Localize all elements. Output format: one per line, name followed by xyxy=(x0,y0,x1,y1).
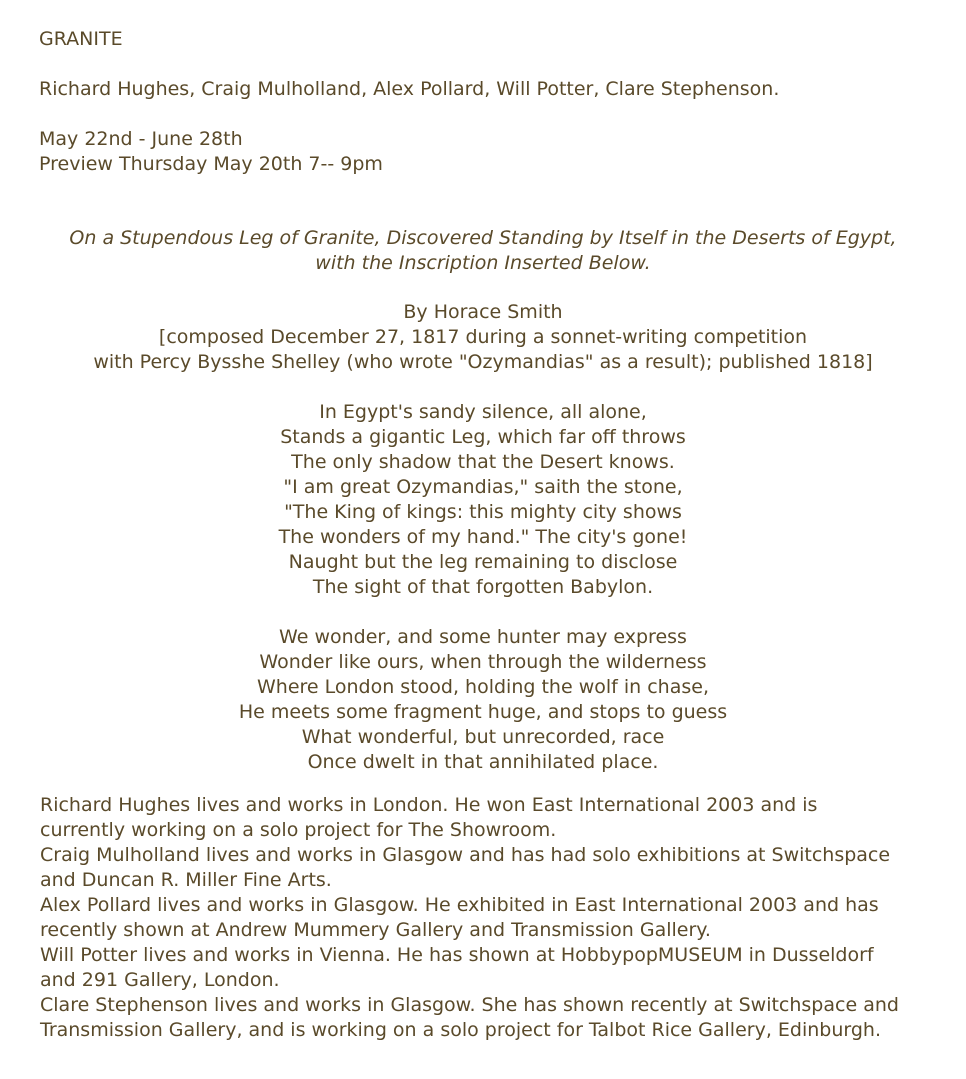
bio-line: and Duncan R. Miller Fine Arts. xyxy=(40,869,332,891)
poem-title xyxy=(0,226,966,276)
bio-line: currently working on a solo project for The Showroom. xyxy=(40,819,557,841)
poem-composition-note: with Percy Bysshe Shelley (who wrote "Ozymandias" as a result); published 1818] xyxy=(93,351,873,373)
artists-block xyxy=(0,77,966,102)
bio-line: Will Potter lives and works in Vienna. He has shown at HobbypopMUSEUM in Dusseldorf xyxy=(40,944,874,966)
poem-line: Where London stood, holding the wolf in chase, xyxy=(256,676,709,698)
bio-line: and 291 Gallery, London. xyxy=(40,969,280,991)
bio-line: Transmission Gallery, and is working on a solo project for Talbot Rice Gallery, Edinburgh. xyxy=(40,1019,882,1041)
bio-line: Richard Hughes lives and works in London. He won East International 2003 and is xyxy=(40,794,818,816)
poem-line: In Egypt's sandy silence, all alone, xyxy=(319,401,647,423)
poem-line: "I am great Ozymandias," saith the stone, xyxy=(283,476,683,498)
poem-line: Wonder like ours, when through the wilderness xyxy=(259,651,707,673)
poem-line: The wonders of my hand." The city's gone! xyxy=(278,526,688,548)
poem-line: Naught but the leg remaining to disclose xyxy=(288,551,678,573)
poem-author: By Horace Smith xyxy=(403,301,563,323)
artists-list: Richard Hughes, Craig Mulholland, Alex Pollard, Will Potter, Clare Stephenson. xyxy=(39,78,780,100)
poem-composition-note: [composed December 27, 1817 during a sonnet-writing competition xyxy=(158,326,808,348)
bio-line: Clare Stephenson lives and works in Glasgow. She has shown recently at Switchspace and xyxy=(40,994,899,1016)
artist-bios xyxy=(0,793,966,1043)
bio-line: Alex Pollard lives and works in Glasgow. He exhibited in East International 2003 and has xyxy=(40,894,879,916)
poem-line: Once dwelt in that annihilated place. xyxy=(307,751,659,773)
poem-line: We wonder, and some hunter may express xyxy=(279,626,687,648)
poem-byline xyxy=(0,300,966,375)
bio-line: Craig Mulholland lives and works in Glasgow and has had solo exhibitions at Switchspace xyxy=(40,844,891,866)
exhibition-dates: May 22nd - June 28th xyxy=(39,128,243,150)
exhibition-header xyxy=(0,27,966,52)
poem-stanza-1 xyxy=(0,400,966,600)
poem-title-line: On a Stupendous Leg of Granite, Discovered Standing by Itself in the Deserts of Egypt, xyxy=(69,227,897,249)
poem-line: The sight of that forgotten Babylon. xyxy=(312,576,654,598)
exhibition-title: GRANITE xyxy=(39,28,123,50)
preview-info: Preview Thursday May 20th 7-- 9pm xyxy=(39,153,383,175)
poem-title-line: with the Inscription Inserted Below. xyxy=(315,252,651,274)
poem-line: Stands a gigantic Leg, which far off throws xyxy=(280,426,686,448)
poem-line: What wonderful, but unrecorded, race xyxy=(301,726,665,748)
dates-block xyxy=(0,127,966,177)
poem-stanza-2 xyxy=(0,625,966,775)
poem-line: He meets some fragment huge, and stops to guess xyxy=(238,701,728,723)
poem-line: "The King of kings: this mighty city shows xyxy=(284,501,682,523)
poem-line: The only shadow that the Desert knows. xyxy=(291,451,675,473)
bio-line: recently shown at Andrew Mummery Gallery and Transmission Gallery. xyxy=(40,919,711,941)
